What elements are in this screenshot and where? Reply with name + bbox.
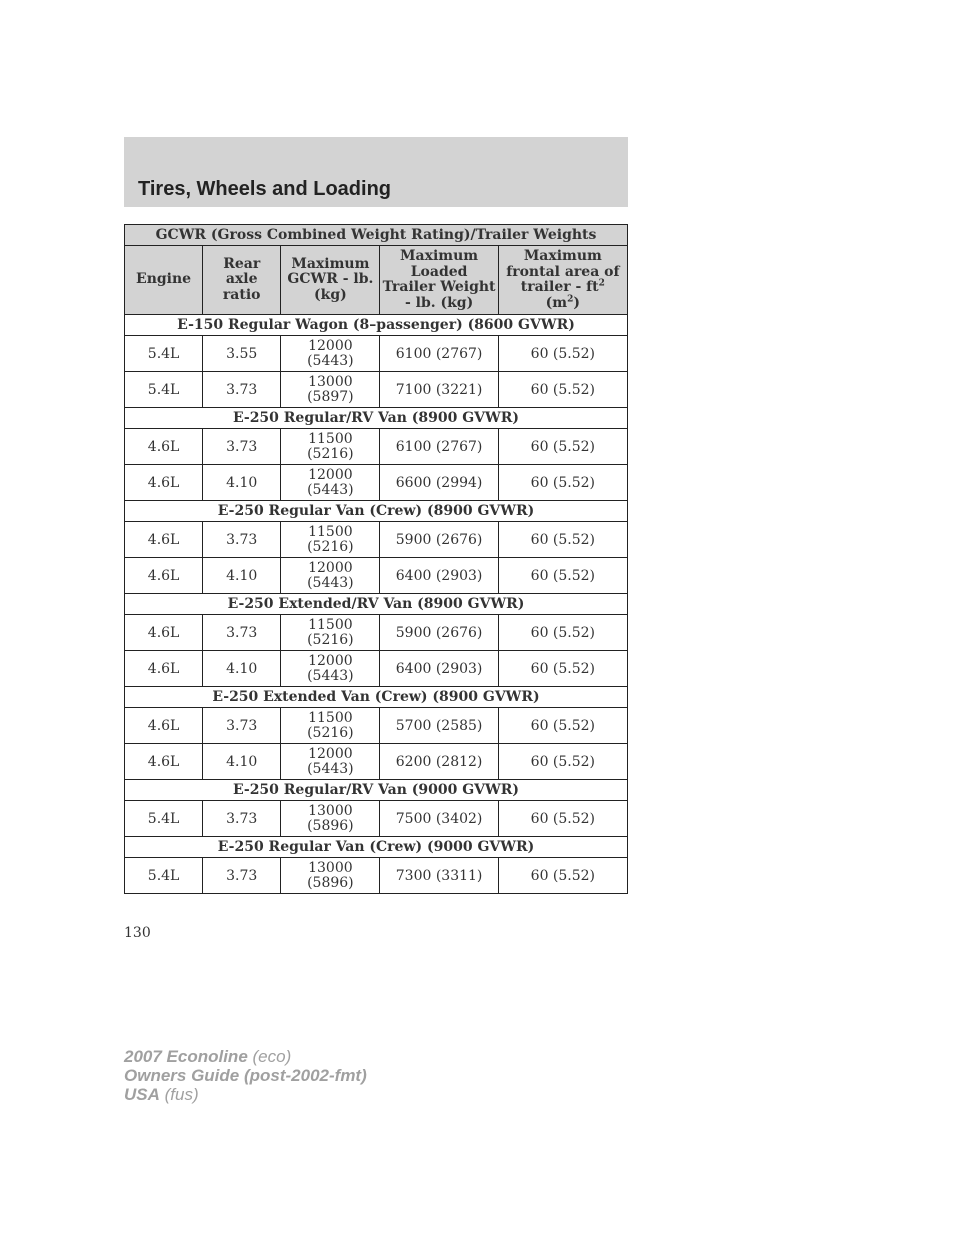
- cell-max-trailer-weight: 5700 (2585): [380, 708, 498, 744]
- cell-max-frontal-area: 60 (5.52): [498, 336, 627, 372]
- cell-max-trailer-weight: 7100 (3221): [380, 372, 498, 408]
- section-title: Tires, Wheels and Loading: [138, 178, 392, 200]
- table-caption: GCWR (Gross Combined Weight Rating)/Trailer Weights: [125, 225, 628, 246]
- cell-max-frontal-area: 60 (5.52): [498, 558, 627, 594]
- table-body: [125, 315, 628, 894]
- cell-max-trailer-weight: 6400 (2903): [380, 651, 498, 687]
- table-caption-row: [125, 225, 628, 246]
- gcwr-lb: 11500: [308, 430, 353, 447]
- gcwr-lb: 12000: [308, 652, 353, 669]
- header-frontal-line: Maximum: [523, 248, 602, 264]
- cell-engine: 4.6L: [125, 522, 203, 558]
- footer-line: [124, 1047, 367, 1066]
- cell-axle-ratio: 3.55: [203, 336, 281, 372]
- superscript-2: 2: [567, 293, 574, 304]
- cell-max-trailer-weight: 7500 (3402): [380, 801, 498, 837]
- group-title: E-250 Extended Van (Crew) (8900 GVWR): [125, 687, 628, 708]
- cell-axle-ratio: 3.73: [203, 615, 281, 651]
- cell-max-trailer-weight: 6400 (2903): [380, 558, 498, 594]
- group-title: E-250 Regular/RV Van (9000 GVWR): [125, 780, 628, 801]
- cell-axle-ratio: 3.73: [203, 858, 281, 894]
- gcwr-kg: (5897): [307, 388, 354, 405]
- cell-max-gcwr: [281, 522, 380, 558]
- cell-axle-ratio: 4.10: [203, 558, 281, 594]
- gcwr-lb: 12000: [308, 745, 353, 762]
- gcwr-kg: (5216): [307, 724, 354, 741]
- group-row: [125, 780, 628, 801]
- cell-max-frontal-area: 60 (5.52): [498, 801, 627, 837]
- header-max-gcwr: [281, 246, 380, 315]
- header-rear-axle-line: Rear: [223, 255, 261, 272]
- cell-max-trailer-weight: 6200 (2812): [380, 744, 498, 780]
- superscript-2: 2: [598, 278, 605, 289]
- group-row: [125, 315, 628, 336]
- header-gcwr-line: (kg): [314, 286, 347, 303]
- table-row: [125, 708, 628, 744]
- table-row: [125, 651, 628, 687]
- gcwr-kg: (5896): [307, 817, 354, 834]
- gcwr-lb: 13000: [308, 802, 353, 819]
- group-row: [125, 837, 628, 858]
- table-row: [125, 615, 628, 651]
- cell-max-trailer-weight: 6600 (2994): [380, 465, 498, 501]
- table-row: [125, 465, 628, 501]
- footer-code: (fus): [164, 1085, 199, 1104]
- page-number: 130: [124, 925, 151, 941]
- gcwr-lb: 13000: [308, 859, 353, 876]
- cell-engine: 5.4L: [125, 372, 203, 408]
- cell-max-gcwr: [281, 801, 380, 837]
- gcwr-lb: 13000: [308, 373, 353, 390]
- cell-max-frontal-area: 60 (5.52): [498, 858, 627, 894]
- cell-engine: 4.6L: [125, 651, 203, 687]
- gcwr-kg: (5443): [307, 352, 354, 369]
- table-row: [125, 858, 628, 894]
- gcwr-kg: (5443): [307, 574, 354, 591]
- cell-max-gcwr: [281, 558, 380, 594]
- header-frontal-line: trailer - ft: [520, 279, 599, 295]
- cell-engine: 4.6L: [125, 744, 203, 780]
- cell-engine: 4.6L: [125, 465, 203, 501]
- cell-max-gcwr: [281, 651, 380, 687]
- cell-max-gcwr: [281, 465, 380, 501]
- cell-max-trailer-weight: 7300 (3311): [380, 858, 498, 894]
- header-rear-axle-line: axle: [225, 271, 258, 288]
- gcwr-lb: 12000: [308, 337, 353, 354]
- cell-max-gcwr: [281, 708, 380, 744]
- cell-axle-ratio: 4.10: [203, 651, 281, 687]
- cell-engine: 4.6L: [125, 558, 203, 594]
- gcwr-lb: 12000: [308, 559, 353, 576]
- gcwr-lb: 11500: [308, 709, 353, 726]
- table-header-row: [125, 246, 628, 315]
- header-engine: [125, 246, 203, 315]
- cell-max-gcwr: [281, 615, 380, 651]
- cell-engine: 5.4L: [125, 801, 203, 837]
- cell-max-frontal-area: 60 (5.52): [498, 465, 627, 501]
- cell-axle-ratio: 3.73: [203, 708, 281, 744]
- cell-engine: 5.4L: [125, 336, 203, 372]
- table-row: [125, 372, 628, 408]
- cell-max-trailer-weight: 6100 (2767): [380, 429, 498, 465]
- group-title: E-250 Regular Van (Crew) (8900 GVWR): [125, 501, 628, 522]
- group-row: [125, 594, 628, 615]
- gcwr-lb: 11500: [308, 616, 353, 633]
- cell-max-frontal-area: 60 (5.52): [498, 372, 627, 408]
- cell-max-trailer-weight: 5900 (2676): [380, 522, 498, 558]
- gcwr-kg: (5216): [307, 631, 354, 648]
- gcwr-lb: 12000: [308, 466, 353, 483]
- cell-axle-ratio: 3.73: [203, 429, 281, 465]
- cell-axle-ratio: 3.73: [203, 801, 281, 837]
- footer-model: 2007 Econoline: [124, 1047, 248, 1066]
- group-row: [125, 687, 628, 708]
- group-row: [125, 501, 628, 522]
- cell-engine: 5.4L: [125, 858, 203, 894]
- cell-max-gcwr: [281, 336, 380, 372]
- footer-code: (eco): [252, 1047, 292, 1066]
- cell-max-frontal-area: 60 (5.52): [498, 744, 627, 780]
- cell-max-trailer-weight: 5900 (2676): [380, 615, 498, 651]
- table-row: [125, 429, 628, 465]
- cell-engine: 4.6L: [125, 429, 203, 465]
- cell-axle-ratio: 3.73: [203, 522, 281, 558]
- header-frontal-line: frontal area of: [506, 263, 620, 280]
- header-trailer-line: Trailer Weight: [382, 279, 496, 295]
- table-row: [125, 522, 628, 558]
- cell-max-gcwr: [281, 372, 380, 408]
- header-max-frontal-area: [498, 246, 627, 315]
- cell-max-frontal-area: 60 (5.52): [498, 522, 627, 558]
- table-row: [125, 744, 628, 780]
- gcwr-kg: (5216): [307, 445, 354, 462]
- gcwr-kg: (5443): [307, 481, 354, 498]
- cell-max-gcwr: [281, 744, 380, 780]
- header-engine-label: Engine: [136, 271, 192, 288]
- cell-max-frontal-area: 60 (5.52): [498, 429, 627, 465]
- group-title: E-150 Regular Wagon (8–passenger) (8600 GVWR): [125, 315, 628, 336]
- header-max-trailer-weight: [380, 246, 498, 315]
- gcwr-kg: (5896): [307, 874, 354, 891]
- cell-max-frontal-area: 60 (5.52): [498, 708, 627, 744]
- header-trailer-line: Loaded: [410, 263, 468, 280]
- cell-max-trailer-weight: 6100 (2767): [380, 336, 498, 372]
- document-footer: [124, 1047, 367, 1104]
- header-trailer-line: Maximum: [400, 248, 479, 264]
- footer-market: USA: [124, 1085, 160, 1104]
- footer-line: [124, 1066, 367, 1085]
- gcwr-table: [124, 224, 628, 894]
- header-gcwr-line: Maximum: [291, 255, 370, 272]
- header-frontal-line: ): [573, 294, 580, 311]
- header-rear-axle-ratio: [203, 246, 281, 315]
- header-frontal-line: (m: [545, 294, 568, 311]
- group-title: E-250 Regular Van (Crew) (9000 GVWR): [125, 837, 628, 858]
- cell-axle-ratio: 4.10: [203, 465, 281, 501]
- cell-engine: 4.6L: [125, 615, 203, 651]
- table-row: [125, 558, 628, 594]
- cell-axle-ratio: 3.73: [203, 372, 281, 408]
- gcwr-lb: 11500: [308, 523, 353, 540]
- table-row: [125, 801, 628, 837]
- cell-axle-ratio: 4.10: [203, 744, 281, 780]
- header-gcwr-line: GCWR - lb.: [287, 271, 374, 288]
- group-title: E-250 Extended/RV Van (8900 GVWR): [125, 594, 628, 615]
- cell-max-frontal-area: 60 (5.52): [498, 615, 627, 651]
- gcwr-kg: (5216): [307, 538, 354, 555]
- footer-guide: Owners Guide (post-2002-fmt): [124, 1066, 367, 1085]
- group-row: [125, 408, 628, 429]
- cell-engine: 4.6L: [125, 708, 203, 744]
- gcwr-kg: (5443): [307, 667, 354, 684]
- cell-max-frontal-area: 60 (5.52): [498, 651, 627, 687]
- cell-max-gcwr: [281, 429, 380, 465]
- cell-max-gcwr: [281, 858, 380, 894]
- header-rear-axle-line: ratio: [222, 286, 261, 303]
- header-trailer-line: - lb. (kg): [404, 294, 474, 311]
- gcwr-kg: (5443): [307, 760, 354, 777]
- table-row: [125, 336, 628, 372]
- footer-line: [124, 1085, 367, 1104]
- group-title: E-250 Regular/RV Van (8900 GVWR): [125, 408, 628, 429]
